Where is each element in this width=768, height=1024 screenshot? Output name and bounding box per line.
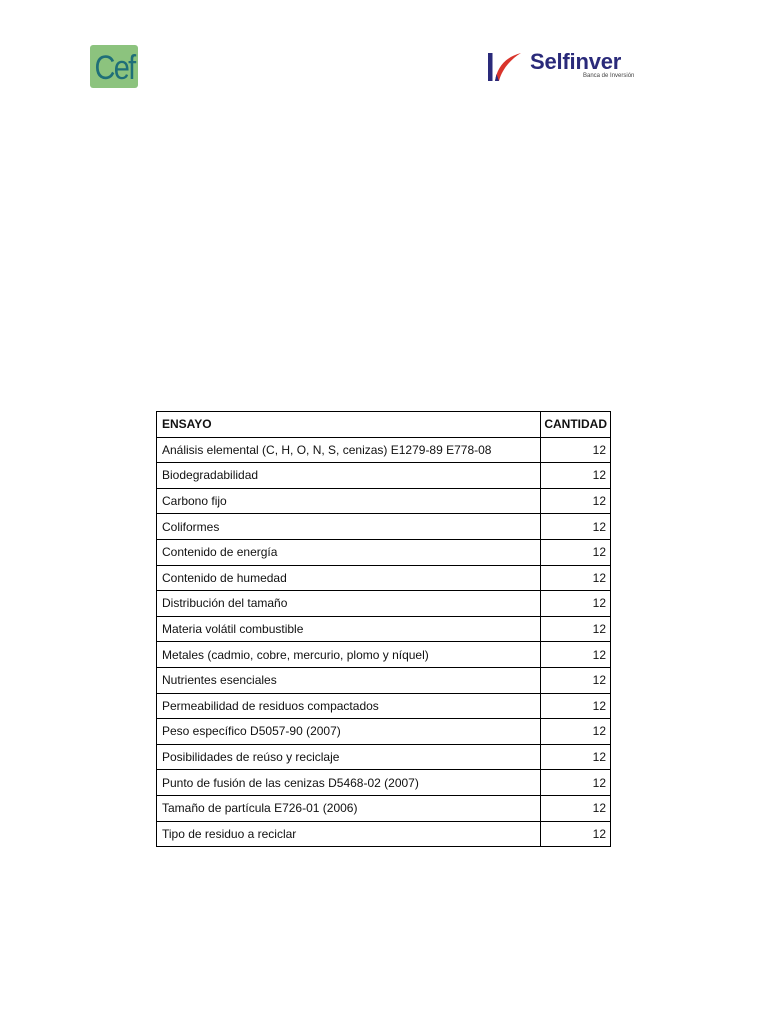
quantity-cell: 12 bbox=[541, 770, 611, 796]
cef-logo bbox=[90, 45, 138, 88]
quantity-cell: 12 bbox=[541, 488, 611, 514]
test-name-cell: Contenido de humedad bbox=[157, 565, 541, 591]
table-row bbox=[157, 616, 611, 642]
test-name-cell: Análisis elemental (C, H, O, N, S, cenizas) E1279-89 E778-08 bbox=[157, 437, 541, 463]
table-row bbox=[157, 719, 611, 745]
table-row bbox=[157, 795, 611, 821]
quantity-cell: 12 bbox=[541, 719, 611, 745]
table-row bbox=[157, 642, 611, 668]
quantity-cell: 12 bbox=[541, 565, 611, 591]
test-name-cell: Nutrientes esenciales bbox=[157, 667, 541, 693]
quantity-cell: 12 bbox=[541, 642, 611, 668]
table-row bbox=[157, 463, 611, 489]
header-quantity: CANTIDAD bbox=[541, 412, 611, 438]
quantity-cell: 12 bbox=[541, 667, 611, 693]
table-row bbox=[157, 667, 611, 693]
table-row bbox=[157, 693, 611, 719]
table-row bbox=[157, 821, 611, 847]
tests-table-body bbox=[157, 437, 611, 847]
quantity-cell: 12 bbox=[541, 437, 611, 463]
table-header-row bbox=[157, 412, 611, 438]
test-name-cell: Permeabilidad de residuos compactados bbox=[157, 693, 541, 719]
test-name-cell: Carbono fijo bbox=[157, 488, 541, 514]
test-name-cell: Distribución del tamaño bbox=[157, 591, 541, 617]
table-row bbox=[157, 437, 611, 463]
tests-table bbox=[156, 411, 611, 847]
quantity-cell: 12 bbox=[541, 539, 611, 565]
table-row bbox=[157, 591, 611, 617]
quantity-cell: 12 bbox=[541, 821, 611, 847]
selfinver-tagline: Banca de Inversión bbox=[583, 73, 635, 79]
table-row bbox=[157, 770, 611, 796]
test-name-cell: Materia volátil combustible bbox=[157, 616, 541, 642]
header-test: ENSAYO bbox=[157, 412, 541, 438]
test-name-cell: Tamaño de partícula E726-01 (2006) bbox=[157, 795, 541, 821]
quantity-cell: 12 bbox=[541, 693, 611, 719]
table-row bbox=[157, 514, 611, 540]
test-name-cell: Metales (cadmio, cobre, mercurio, plomo y níquel) bbox=[157, 642, 541, 668]
quantity-cell: 12 bbox=[541, 591, 611, 617]
quantity-cell: 12 bbox=[541, 616, 611, 642]
test-name-cell: Biodegradabilidad bbox=[157, 463, 541, 489]
table-row bbox=[157, 744, 611, 770]
quantity-cell: 12 bbox=[541, 514, 611, 540]
cef-logo-text: Cef bbox=[94, 48, 134, 87]
test-name-cell: Punto de fusión de las cenizas D5468-02 (2007) bbox=[157, 770, 541, 796]
quantity-cell: 12 bbox=[541, 795, 611, 821]
table-row bbox=[157, 488, 611, 514]
test-name-cell: Coliformes bbox=[157, 514, 541, 540]
test-name-cell: Posibilidades de reúso y reciclaje bbox=[157, 744, 541, 770]
selfinver-mark-icon bbox=[487, 50, 529, 84]
test-name-cell: Peso específico D5057-90 (2007) bbox=[157, 719, 541, 745]
quantity-cell: 12 bbox=[541, 744, 611, 770]
table-row bbox=[157, 539, 611, 565]
selfinver-brand-name: Selfinver bbox=[530, 49, 622, 74]
table-row bbox=[157, 565, 611, 591]
test-name-cell: Tipo de residuo a reciclar bbox=[157, 821, 541, 847]
quantity-cell: 12 bbox=[541, 463, 611, 489]
selfinver-logo bbox=[487, 50, 647, 84]
test-name-cell: Contenido de energía bbox=[157, 539, 541, 565]
